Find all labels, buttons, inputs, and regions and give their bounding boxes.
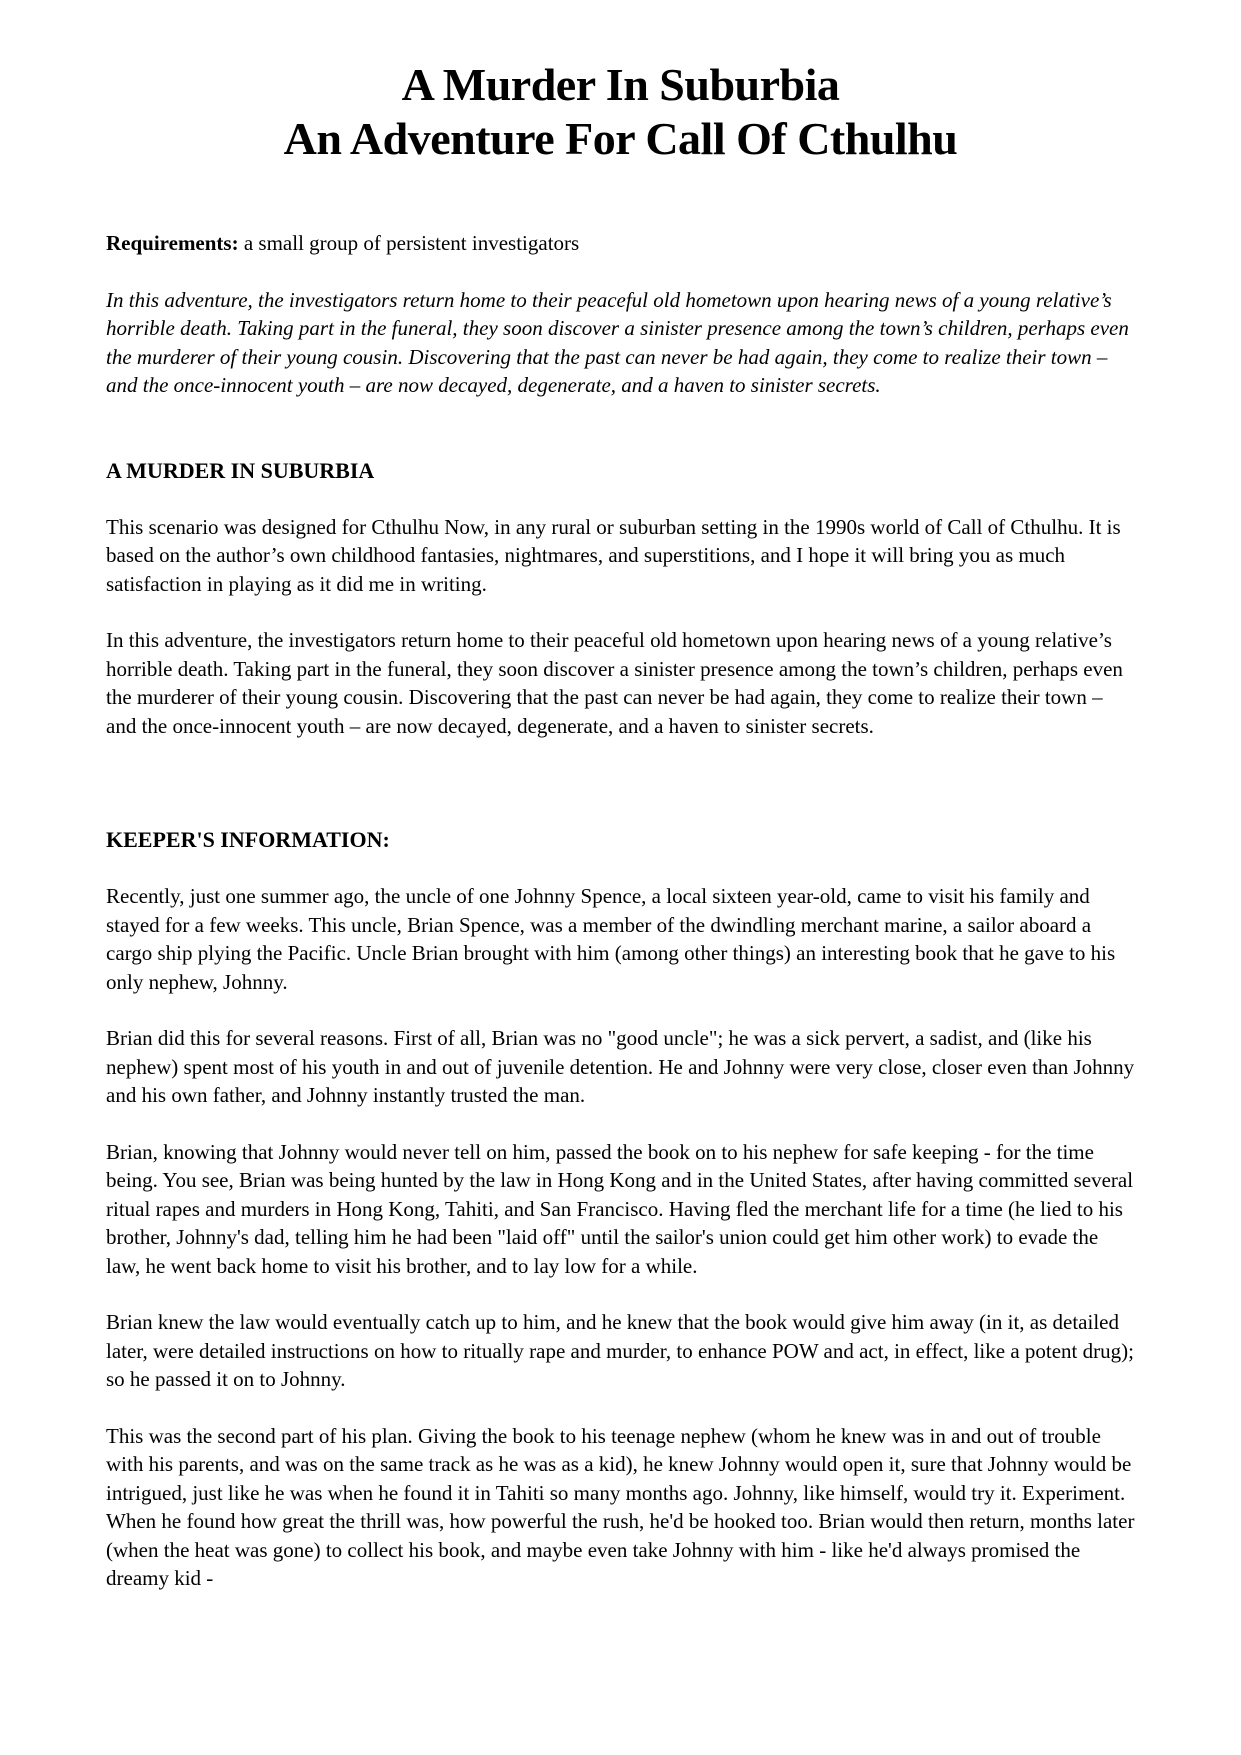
doc-title xyxy=(106,58,1135,166)
requirements-line xyxy=(106,229,1135,258)
section-heading-keepers-information: KEEPER'S INFORMATION: xyxy=(106,827,390,852)
requirements-text: a small group of persistent investigators xyxy=(238,231,580,255)
doc-title-line1: A Murder In Suburbia xyxy=(401,59,840,110)
paragraph-second-part-plan: This was the second part of his plan. Giving the book to his teenage nephew (whom he knew was in and out of trouble with his parents, and was on the same track as he was as a kid), he knew Johnny would open it, sure that Johnny would be intrigued, just like he was when he found it in Tahiti so many months ago. Johnny, like himself, would try it. Experiment. When he found how great the thrill was, how powerful the rush, he'd be hooked too. Brian would then return, months later (when the heat was gone) to collect his book, and maybe even take Johnny with him - like he'd always promised the dreamy kid - xyxy=(106,1423,1135,1590)
paragraph-uncle-visit: Recently, just one summer ago, the uncle of one Johnny Spence, a local sixteen year-old, came to visit his family and stayed for a few weeks. This uncle, Brian Spence, was a member of the dwindling merchant marine, a sailor aboard a cargo ship plying the Pacific. Uncle Brian brought with him (among other things) an interesting book that he gave to his only nephew, Johnny. xyxy=(106,884,1116,994)
doc-title-line2: An Adventure For Call Of Cthulhu xyxy=(283,113,958,164)
intro-paragraph: In this adventure, the investigators return home to their peaceful old hometown upon hearing news of a young relative’s horrible death. Taking part in the funeral, they soon discover a sinister presence among the town’s children, perhaps even the murderer of their young cousin. Discovering that the past can never be had again, they come to realize their town – and the once-innocent youth – are now decayed, degenerate, and a haven to sinister secrets. xyxy=(106,287,1129,397)
paragraph-book-give-away: Brian knew the law would eventually catch up to him, and he knew that the book would give him away (in it, as detailed later, were detailed instructions on how to ritually rape and murder, to enhance POW and act, in effect, like a potent drug); so he passed it on to Johnny. xyxy=(106,1310,1134,1391)
section-heading-a-murder-in-suburbia: A MURDER IN SUBURBIA xyxy=(106,457,375,483)
paragraph-adventure-summary: In this adventure, the investigators return home to their peaceful old hometown upon hearing news of a young relative’s horrible death. Taking part in the funeral, they soon discover a sinister presence among the town’s children, perhaps even the murderer of their young cousin. Discovering that the past can never be had again, they come to realize their town – and the once-innocent youth – are now decayed, degenerate, and a haven to sinister secrets. xyxy=(106,628,1123,738)
paragraph-brian-reasons: Brian did this for several reasons. First of all, Brian was no "good uncle"; he was a sick pervert, a sadist, and (like his nephew) spent most of his youth in and out of juvenile detention. He and Johnny were very close, closer even than Johnny and his own father, and Johnny instantly trusted the man. xyxy=(106,1026,1135,1107)
requirements-label: Requirements: xyxy=(106,231,239,255)
paragraph-scenario-designed: This scenario was designed for Cthulhu Now, in any rural or suburban setting in the 1990s world of Call of Cthulhu. It is based on the author’s own childhood fantasies, nightmares, and superstitions, and I hope it will bring you as much satisfaction in playing as it did me in writing. xyxy=(106,514,1121,596)
paragraph-brian-hunted: Brian, knowing that Johnny would never tell on him, passed the book on to his nephew for safe keeping - for the time being. You see, Brian was being hunted by the law in Hong Kong and in the United States, after having committed several ritual rapes and murders in Hong Kong, Tahiti, and San Francisco. Having fled the merchant life for a time (he lied to his brother, Johnny's dad, telling him he had been "laid off" until the sailor's union could get him other work) to evade the law, he went back home to visit his brother, and to lay low for a while. xyxy=(106,1139,1134,1278)
